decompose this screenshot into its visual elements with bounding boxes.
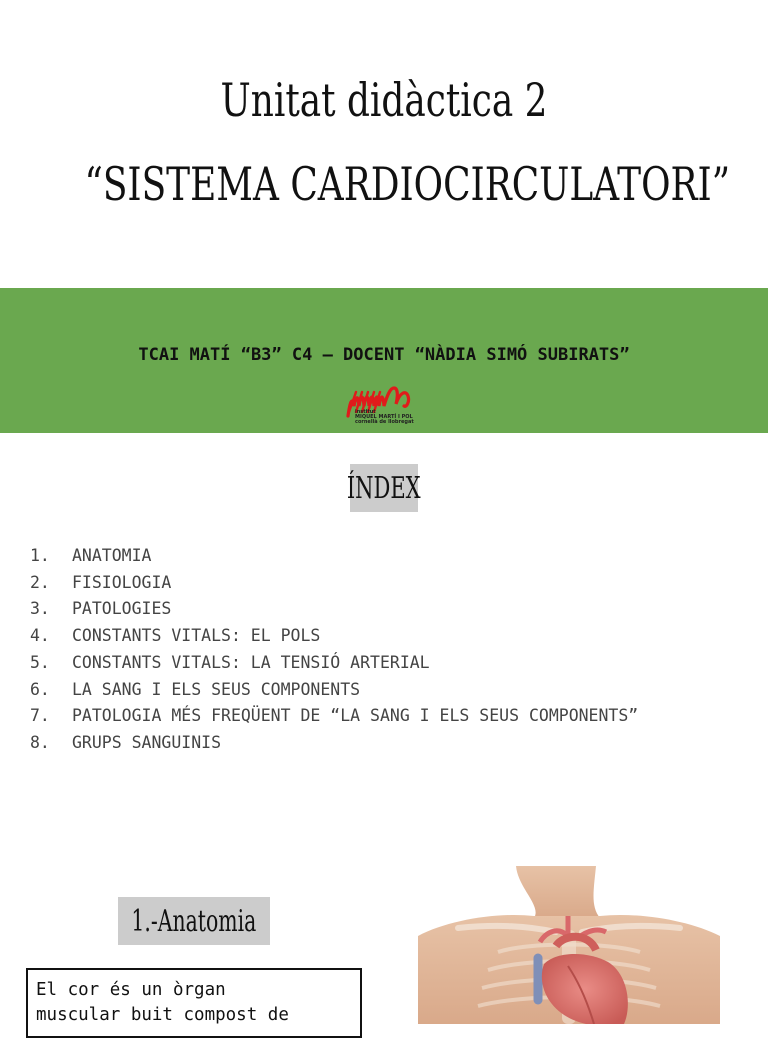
list-item-number: 6.: [30, 679, 50, 699]
list-item-label: PATOLOGIA MÉS FREQÜENT DE “LA SANG I ELS SEUS COMPONENTS”: [72, 706, 639, 726]
banner-subtitle: TCAI MATÍ “B3” C4 – DOCENT “NÀDIA SIMÓ SUBIRATS”: [138, 345, 630, 365]
title-line-2: “SISTEMA CARDIOCIRCULATORI”: [84, 157, 731, 211]
list-item: [30, 650, 638, 677]
anatomy-text-line-1: El cor és un òrgan: [36, 980, 226, 1000]
index-heading-label: ÍNDEX: [347, 470, 421, 506]
list-item-label: CONSTANTS VITALS: EL POLS: [72, 626, 321, 646]
index-list: [30, 543, 638, 757]
list-item-number: 1.: [30, 546, 50, 565]
list-item-label: CONSTANTS VITALS: LA TENSIÓ ARTERIAL: [72, 652, 430, 672]
title-line-1: Unitat didàctica 2: [220, 73, 548, 127]
list-item-number: 8.: [30, 732, 50, 752]
list-item-label: ANATOMIA: [72, 546, 152, 565]
list-item: [30, 730, 638, 757]
anatomy-text-box: [26, 968, 362, 1038]
page-title: [84, 58, 731, 226]
list-item-number: 7.: [30, 706, 50, 726]
list-item-number: 5.: [30, 652, 50, 672]
logo-line-1: institut: [355, 409, 376, 415]
list-item-label: FISIOLOGIA: [72, 572, 172, 592]
section-heading-anatomia: [118, 897, 270, 945]
index-heading: [347, 464, 421, 512]
list-item-number: 2.: [30, 572, 50, 592]
list-item: [30, 703, 638, 730]
list-item: [30, 677, 638, 704]
list-item: [30, 623, 638, 650]
list-item-label: PATOLOGIES: [72, 599, 172, 619]
anatomy-text-line-2: muscular buit compost de: [36, 1005, 289, 1025]
list-item: [30, 596, 638, 623]
list-item-number: 4.: [30, 626, 50, 646]
heart-anatomy-image: [418, 866, 720, 1024]
logo-line-3: cornellà de llobregat: [355, 419, 414, 425]
list-item: [30, 543, 638, 570]
logo-line-2: MIQUEL MARTÍ I POL: [355, 414, 413, 420]
list-item: [30, 570, 638, 597]
logo-caption: [355, 410, 414, 425]
list-item-number: 3.: [30, 599, 50, 619]
section-heading-label: 1.-Anatomia: [131, 903, 257, 939]
list-item-label: LA SANG I ELS SEUS COMPONENTS: [72, 679, 361, 699]
list-item-label: GRUPS SANGUINIS: [72, 732, 222, 752]
